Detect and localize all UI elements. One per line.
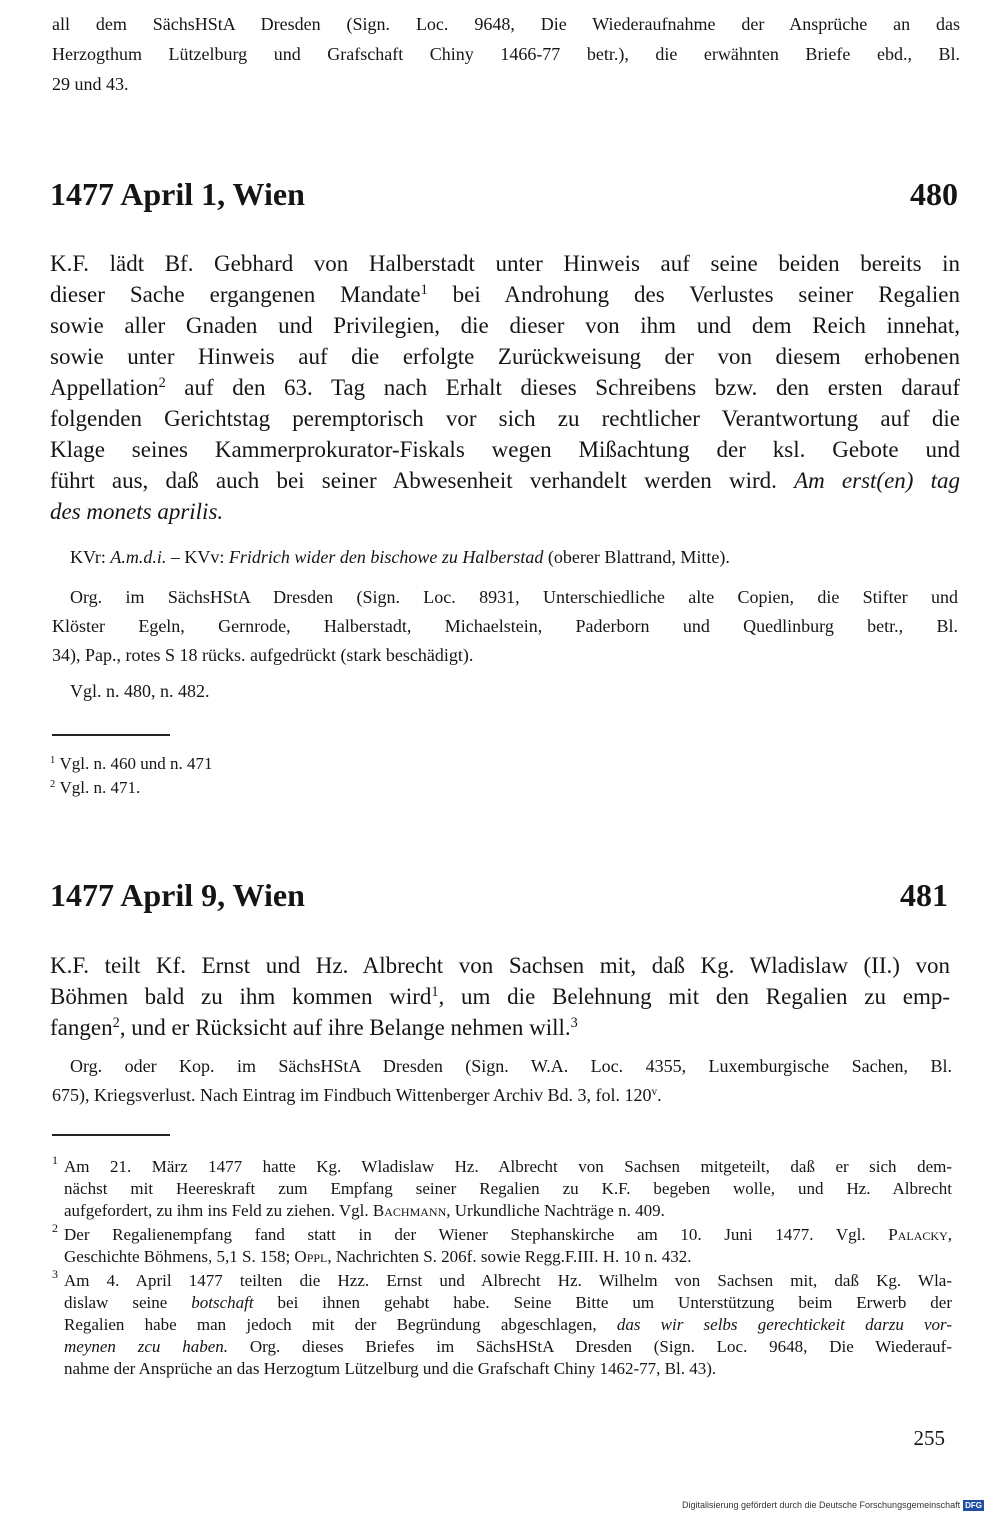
org-line: 675), Kriegsverlust. Nach Eintrag im Findbuch Wittenberger Archiv Bd. 3, fol. 120$^v$.: [52, 1085, 662, 1105]
footnote-ref: 3: [570, 1015, 578, 1032]
entry-480-heading: 1477 April 1, Wien: [50, 176, 305, 212]
org-line: Org. oder Kop. im SächsHStA Dresden (Sign. W.A. Loc. 4355, Luxemburgische Sachen, Bl.: [70, 1056, 952, 1076]
footnote-line: Geschichte Böhmens, 5,1 S. 158; Oppl, Nachrichten S. 206f. sowie Regg.F.III. H. 10 n. 432.: [64, 1247, 692, 1266]
footnote-line: dislaw seine botschaft bei ihnen gehabt habe. Seine Bitte um Unterstützung beim Erwerb der: [64, 1293, 952, 1312]
footnote-line: meynen zcu haben. Org. dieses Briefes im SächsHStA Dresden (Sign. Loc. 9648, Die Wiederauf-: [64, 1337, 952, 1356]
footnote-line: Regalien habe man jedoch mit der Begründung abgeschlagen, das wir selbs gerechtickeit darzu vor-: [64, 1315, 952, 1334]
body-line: dieser Sache ergangenen Mandate$^1$ bei Androhung des Verlustes seiner Regalien: [50, 282, 960, 307]
footnote-ref: 2: [158, 375, 166, 392]
footnote-line: nächst mit Heereskraft zum Empfang seiner Regalien zu K.F. begeben wolle, und Hz. Albrecht: [64, 1179, 952, 1198]
body-line: Böhmen bald zu ihm kommen wird$^1$, um die Belehnung mit den Regalien zu emp-: [50, 984, 950, 1009]
footnote-ref: 1: [431, 984, 439, 1001]
dfg-footer-text: Digitalisierung gefördert durch die Deutsche Forschungsgemeinschaft: [681, 1500, 961, 1510]
entry-480-kv: KVr: A.m.d.i. – KVv: Fridrich wider den bischowe zu Halberstad (oberer Blattrand, Mitte).: [70, 547, 730, 567]
footnote-ref: 2: [112, 1015, 120, 1032]
footnote-mark: 3: [52, 1267, 58, 1281]
intro-line: Herzogthum Lützelburg und Grafschaft Chiny 1466-77 betr.), die erwähnten Briefe ebd., Bl.: [52, 44, 960, 64]
footnote-line: Der Regalienempfang fand statt in der Wiener Stephanskirche am 10. Juni 1477. Vgl. Palacky,: [64, 1225, 952, 1244]
body-line: K.F. teilt Kf. Ernst und Hz. Albrecht von Sachsen mit, daß Kg. Wladislaw (II.) von: [50, 953, 950, 978]
footnote: $^1$ Vgl. n. 460 und n. 471: [50, 754, 213, 773]
dfg-logo-icon: DFG: [965, 1501, 982, 1511]
footnote-ref: 1: [420, 282, 428, 299]
intro-line: 29 und 43.: [52, 74, 129, 94]
body-line: Klage seines Kammerprokurator-Fiskals wegen Mißachtung der ksl. Gebote und: [50, 437, 960, 462]
entry-481-heading: 1477 April 9, Wien: [50, 877, 305, 913]
footnote-mark: 1: [52, 1153, 58, 1167]
dfg-footer: [682, 1500, 984, 1511]
body-line: fangen$^2$, und er Rücksicht auf ihre Belange nehmen will.$^3$: [50, 1015, 578, 1040]
org-line: Org. im SächsHStA Dresden (Sign. Loc. 8931, Unterschiedliche alte Copien, die Stifter und: [70, 587, 958, 607]
body-line: des monets aprilis.: [50, 499, 224, 524]
body-line: führt aus, daß auch bei seiner Abwesenheit verhandelt werden wird. Am erst(en) tag: [50, 468, 961, 493]
body-line: sowie unter Hinweis auf die erfolgte Zurückweisung der von diesem erhobenen: [50, 344, 960, 369]
footnote-mark: 2: [50, 779, 56, 791]
body-line: K.F. lädt Bf. Gebhard von Halberstadt unter Hinweis auf seine beiden bereits in: [50, 251, 960, 276]
intro-line: all dem SächsHStA Dresden (Sign. Loc. 9648, Die Wiederaufnahme der Ansprüche an das: [52, 14, 960, 34]
org-line: Klöster Egeln, Gernrode, Halberstadt, Michaelstein, Paderborn und Quedlinburg betr., Bl.: [52, 616, 958, 636]
entry-480-vgl: Vgl. n. 480, n. 482.: [70, 681, 210, 701]
footnote-mark: 2: [52, 1221, 58, 1235]
footnote-line: aufgefordert, zu ihm ins Feld zu ziehen. Vgl. Bachmann, Urkundliche Nachträge n. 409.: [64, 1201, 665, 1220]
footnote-rule: [52, 1134, 170, 1136]
footnote-rule: [52, 734, 170, 736]
footnote-line: Am 21. März 1477 hatte Kg. Wladislaw Hz. Albrecht von Sachsen mitgeteilt, daß er sich dem-: [64, 1157, 952, 1176]
body-line: Appellation$^2$ auf den 63. Tag nach Erhalt dieses Schreibens bzw. den ersten darauf: [50, 375, 960, 400]
footnote: $^2$ Vgl. n. 471.: [50, 778, 141, 797]
footnote-line: Am 4. April 1477 teilten die Hzz. Ernst und Albrecht Hz. Wilhelm von Sachsen mit, daß Kg. Wla-: [64, 1271, 952, 1290]
footnote-mark: 1: [50, 755, 56, 767]
page-number: 255: [913, 1426, 945, 1450]
org-line: 34), Pap., rotes S 18 rücks. aufgedrückt (stark beschädigt).: [52, 645, 474, 665]
footnote-line: nahme der Ansprüche an das Herzogtum Lützelburg und die Grafschaft Chiny 1462-77, Bl. 43).: [64, 1359, 717, 1378]
entry-481-number: 481: [900, 877, 948, 913]
body-line: folgenden Gerichtstag peremptorisch vor sich zu rechtlicher Verantwortung auf die: [50, 406, 960, 431]
body-line: sowie aller Gnaden und Privilegien, die dieser von ihm und dem Reich innehat,: [50, 313, 960, 338]
entry-480-number: 480: [910, 176, 958, 212]
